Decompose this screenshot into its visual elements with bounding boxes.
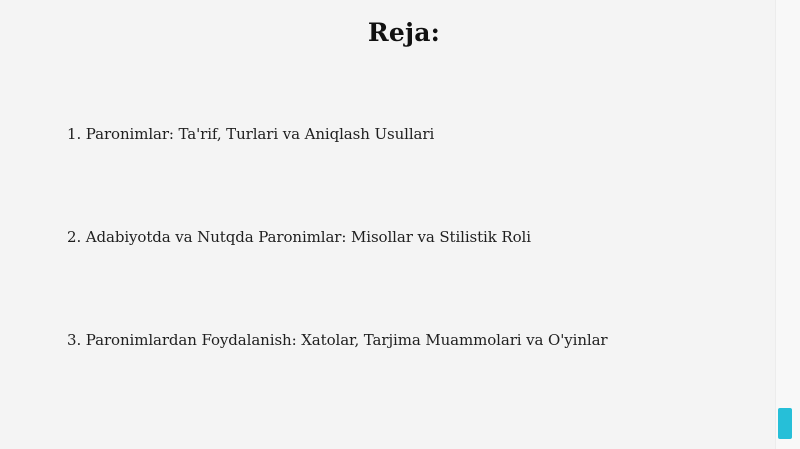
scrollbar-thumb[interactable] — [778, 408, 792, 439]
page-title: Reja: — [367, 18, 441, 47]
plan-item-3: 3. Paronimlardan Foydalanish: Xatolar, Tarjima Muammolari va O'yinlar — [67, 331, 608, 349]
plan-item-1: 1. Paronimlar: Ta'rif, Turlari va Aniqlash Usullari — [67, 125, 435, 143]
vertical-scrollbar[interactable] — [775, 0, 800, 449]
plan-item-2: 2. Adabiyotda va Nutqda Paronimlar: Misollar va Stilistik Roli — [67, 228, 531, 246]
